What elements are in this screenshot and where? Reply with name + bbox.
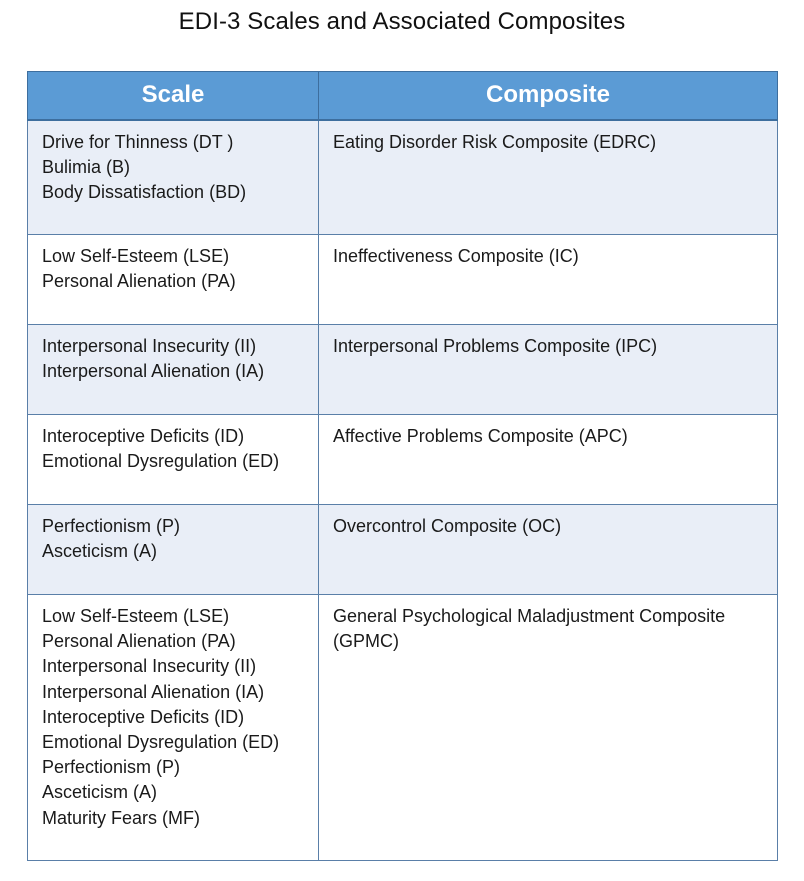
scale-name: Asceticism (A) bbox=[42, 541, 158, 562]
composite-cell bbox=[319, 235, 778, 325]
scale-name: Low Self-Esteem (LSE) bbox=[42, 246, 230, 266]
composite-name: Overcontrol Composite (OC) bbox=[333, 516, 562, 536]
composite-cell bbox=[319, 120, 778, 235]
composite-name: Affective Problems Composite (APC) bbox=[333, 426, 628, 446]
composite-name: Eating Disorder Risk Composite (EDRC) bbox=[333, 131, 657, 152]
composite-cell bbox=[319, 415, 778, 505]
scale-name: Maturity Fears (MF) bbox=[42, 807, 201, 828]
scale-name: Interpersonal Alienation (IA) bbox=[42, 681, 265, 702]
table-row bbox=[28, 325, 778, 415]
scale-cell bbox=[28, 235, 319, 325]
scale-cell bbox=[28, 325, 319, 415]
scale-name: Body Dissatisfaction (BD) bbox=[42, 181, 247, 202]
composite-name: Interpersonal Problems Composite (IPC) bbox=[333, 336, 658, 356]
scale-cell bbox=[28, 415, 319, 505]
scale-name: Personal Alienation (PA) bbox=[42, 271, 236, 292]
scale-name: Interpersonal Alienation (IA) bbox=[42, 361, 265, 382]
scale-cell bbox=[28, 595, 319, 861]
composite-cell bbox=[319, 325, 778, 415]
scale-name: Drive for Thinness (DT ) bbox=[42, 131, 234, 152]
scale-name: Bulimia (B) bbox=[42, 156, 131, 177]
scale-name: Emotional Dysregulation (ED) bbox=[42, 732, 280, 753]
scale-name: Perfectionism (P) bbox=[42, 757, 181, 778]
scale-name: Emotional Dysregulation (ED) bbox=[42, 451, 280, 472]
composite-column-header: Composite bbox=[319, 72, 778, 120]
table-row bbox=[28, 235, 778, 325]
table-row bbox=[28, 120, 778, 235]
composite-cell bbox=[319, 595, 778, 861]
scale-cell bbox=[28, 120, 319, 235]
composite-name: General Psychological Maladjustment Composite (GPMC) bbox=[333, 606, 726, 652]
scale-name: Perfectionism (P) bbox=[42, 516, 181, 536]
scale-name: Interoceptive Deficits (ID) bbox=[42, 706, 245, 727]
scale-column-header: Scale bbox=[28, 72, 319, 120]
table-row bbox=[28, 595, 778, 861]
composite-cell bbox=[319, 505, 778, 595]
scale-name: Interpersonal Insecurity (II) bbox=[42, 656, 257, 677]
scale-cell bbox=[28, 505, 319, 595]
table-row bbox=[28, 415, 778, 505]
scale-name: Low Self-Esteem (LSE) bbox=[42, 606, 230, 626]
table-header-row bbox=[28, 72, 778, 120]
composite-name: Ineffectiveness Composite (IC) bbox=[333, 246, 579, 266]
scale-name: Interoceptive Deficits (ID) bbox=[42, 426, 245, 446]
page-title: EDI-3 Scales and Associated Composites bbox=[178, 8, 626, 35]
scale-name: Interpersonal Insecurity (II) bbox=[42, 336, 257, 356]
scale-name: Personal Alienation (PA) bbox=[42, 631, 236, 652]
scale-name: Asceticism (A) bbox=[42, 782, 158, 803]
scales-composites-table bbox=[27, 71, 778, 861]
table-row bbox=[28, 505, 778, 595]
